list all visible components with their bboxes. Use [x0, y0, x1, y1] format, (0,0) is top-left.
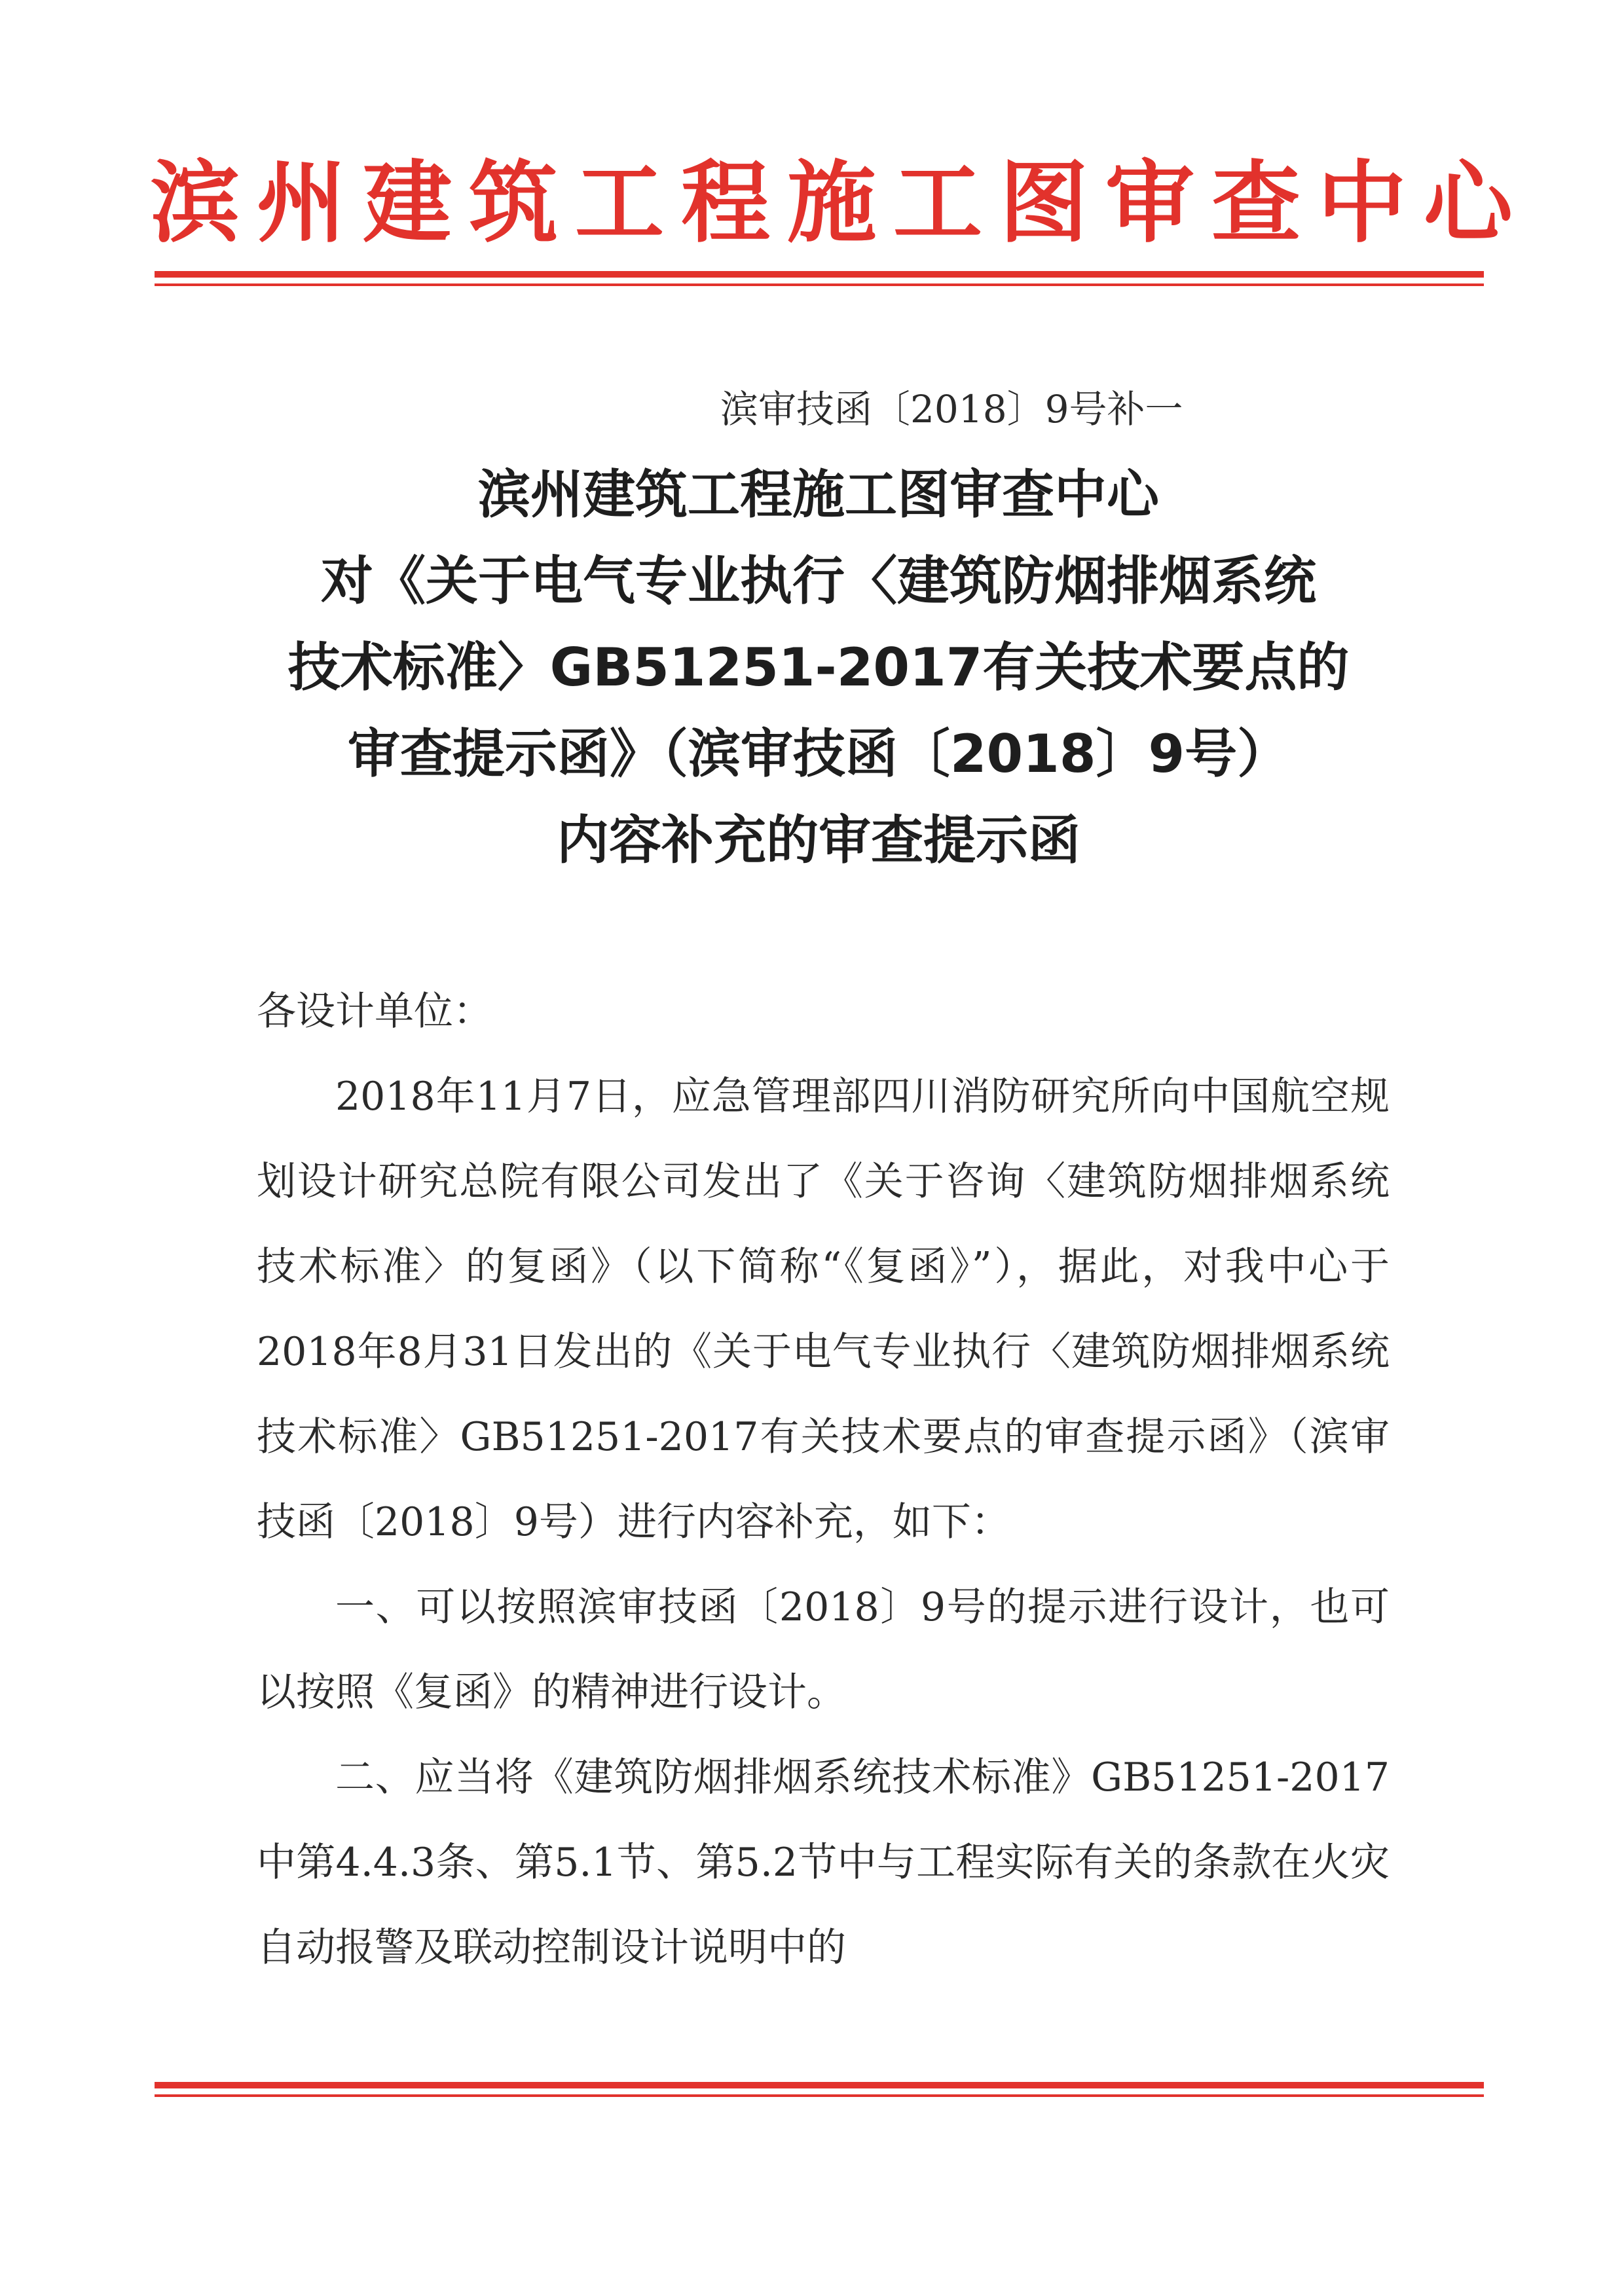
rule-thin-line	[155, 283, 1484, 286]
body-paragraph: 2018年11月7日，应急管理部四川消防研究所向中国航空规划设计研究总院有限公司发出了《关于咨询〈建筑防烟排烟系统技术标准〉的复函》（以下简称“《复函》”），据此，对我中心于2018年8月31日发出的《关于电气专业执行〈建筑防烟排烟系统技术标准〉GB51251-2017有关技术要点的审查提示函》（滨审技函〔2018〕9号）进行内容补充，如下：	[257, 1074, 1390, 1545]
rule-thin-line	[155, 2094, 1484, 2097]
body-paragraph: 二、应当将《建筑防烟排烟系统技术标准》GB51251-2017中第4.4.3条、第5.1节、第5.2节中与工程实际有关的条款在火灾自动报警及联动控制设计说明中的	[257, 1755, 1390, 1971]
title-line: 对《关于电气专业执行〈建筑防烟排烟系统	[321, 551, 1316, 611]
masthead-double-rule	[155, 271, 1484, 286]
document-title	[196, 452, 1441, 884]
title-line: 滨州建筑工程施工图审查中心	[478, 464, 1159, 525]
rule-thick-line	[155, 271, 1484, 278]
title-line: 内容补充的审查提示函	[557, 810, 1080, 871]
masthead-org-name: 滨州建筑工程施工图审查中心	[151, 151, 1530, 255]
rule-thick-line	[155, 2082, 1484, 2088]
title-line: 审查提示函》（滨审技函〔2018〕9号）	[347, 723, 1290, 784]
body-paragraph: 一、可以按照滨审技函〔2018〕9号的提示进行设计，也可以按照《复函》的精神进行设计。	[257, 1584, 1390, 1715]
document-number: 滨审技函〔2018〕9号补一	[720, 387, 1183, 431]
salutation: 各设计单位：	[257, 989, 492, 1034]
title-line: 技术标准〉GB51251-2017有关技术要点的	[287, 637, 1350, 698]
document-body	[257, 969, 1390, 1990]
footer-double-rule	[155, 2082, 1484, 2097]
